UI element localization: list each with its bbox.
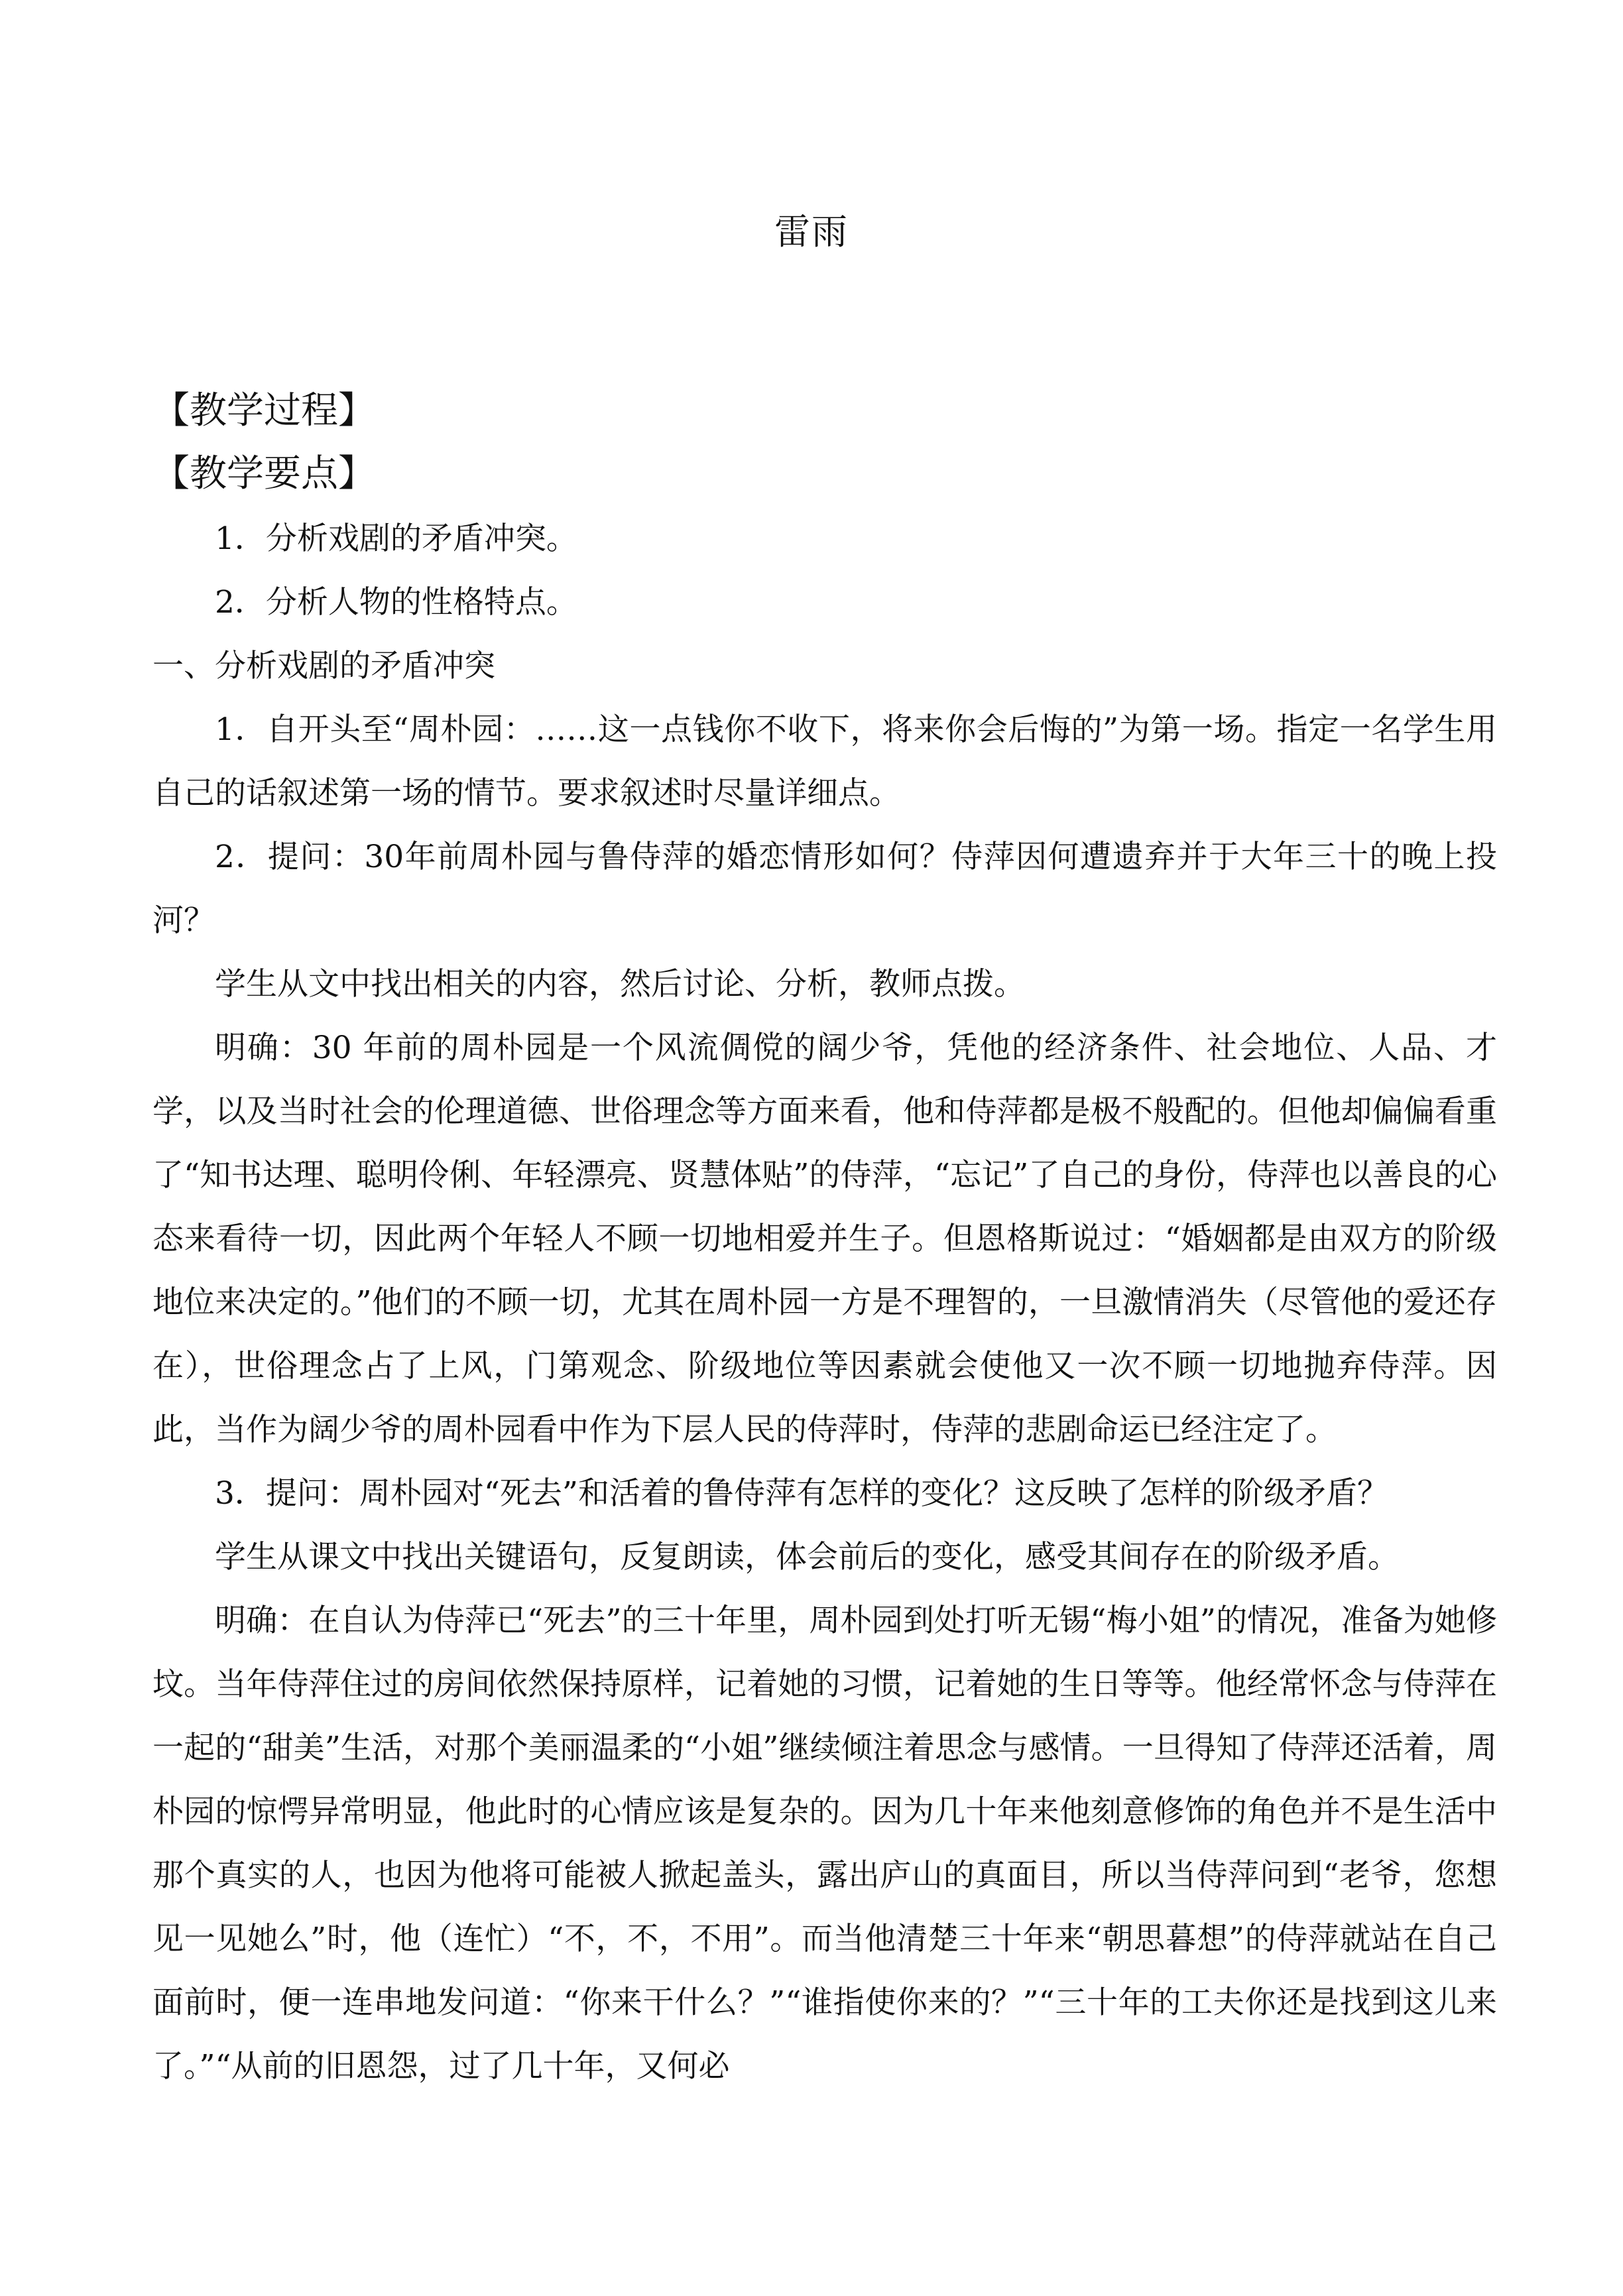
section-title: 一、分析戏剧的矛盾冲突	[152, 648, 495, 684]
paragraph: 2．提问：30年前周朴园与鲁侍萍的婚恋情形如何？侍萍因何遭遗弃并于大年三十的晚上投河？	[152, 839, 1497, 939]
paragraph: 明确：30 年前的周朴园是一个风流倜傥的阔少爷，凭他的经济条件、社会地位、人品、才学，以及当时社会的伦理道德、世俗理念等方面来看，他和侍萍都是极不般配的。但他却偏偏看重了“知书达理、聪明伶俐、年轻漂亮、贤慧体贴”的侍萍，“忘记”了自己的身份，侍萍也以善良的心态来看待一切，因此两个年轻人不顾一切地相爱并生子。但恩格斯说过：“婚姻都是由双方的阶级地位来决定的。”他们的不顾一切，尤其在周朴园一方是不理智的，一旦激情消失（尽管他的爱还存在），世俗理念占了上风，门第观念、阶级地位等因素就会使他又一次不顾一切地抛弃侍萍。因此，当作为阔少爷的周朴园看中作为下层人民的侍萍时，侍萍的悲剧命运已经注定了。	[152, 1030, 1497, 1448]
point-item: 2．分析人物的性格特点。	[215, 584, 577, 621]
paragraph: 3．提问：周朴园对“死去”和活着的鲁侍萍有怎样的变化？这反映了怎样的阶级矛盾？	[215, 1475, 1388, 1512]
document-body	[152, 507, 1497, 2098]
heading-teaching-points: 【教学要点】	[152, 452, 375, 495]
point-item: 1．分析戏剧的矛盾冲突。	[215, 520, 577, 557]
paragraph: 1．自开头至“周朴园：……这一点钱你不收下，将来你会后悔的”为第一场。指定一名学生用自己的话叙述第一场的情节。要求叙述时尽量详细点。	[152, 711, 1497, 812]
paragraph: 明确：在自认为侍萍已“死去”的三十年里，周朴园到处打听无锡“梅小姐”的情况，准备为她修坟。当年侍萍住过的房间依然保持原样，记着她的习惯，记着她的生日等等。他经常怀念与侍萍在一起的“甜美”生活，对那个美丽温柔的“小姐”继续倾注着思念与感情。一旦得知了侍萍还活着，周朴园的惊愕异常明显，他此时的心情应该是复杂的。因为几十年来他刻意修饰的角色并不是生活中那个真实的人，也因为他将可能被人掀起盖头，露出庐山的真面目，所以当侍萍问到“老爷，您想见一见她么”时，他（连忙）“不，不，不用”。而当他清楚三十年来“朝思暮想”的侍萍就站在自己面前时，便一连串地发问道：“你来干什么？”“谁指使你来的？”“三十年的工夫你还是找到这儿来了。”“从前的旧恩怨，过了几十年，又何必	[152, 1602, 1497, 2085]
document-title: 雷雨	[774, 211, 849, 253]
paragraph: 学生从课文中找出关键语句，反复朗读，体会前后的变化，感受其间存在的阶级矛盾。	[215, 1539, 1399, 1575]
heading-teaching-process: 【教学过程】	[152, 389, 375, 432]
paragraph: 学生从文中找出相关的内容，然后讨论、分析，教师点拨。	[215, 966, 1025, 1002]
